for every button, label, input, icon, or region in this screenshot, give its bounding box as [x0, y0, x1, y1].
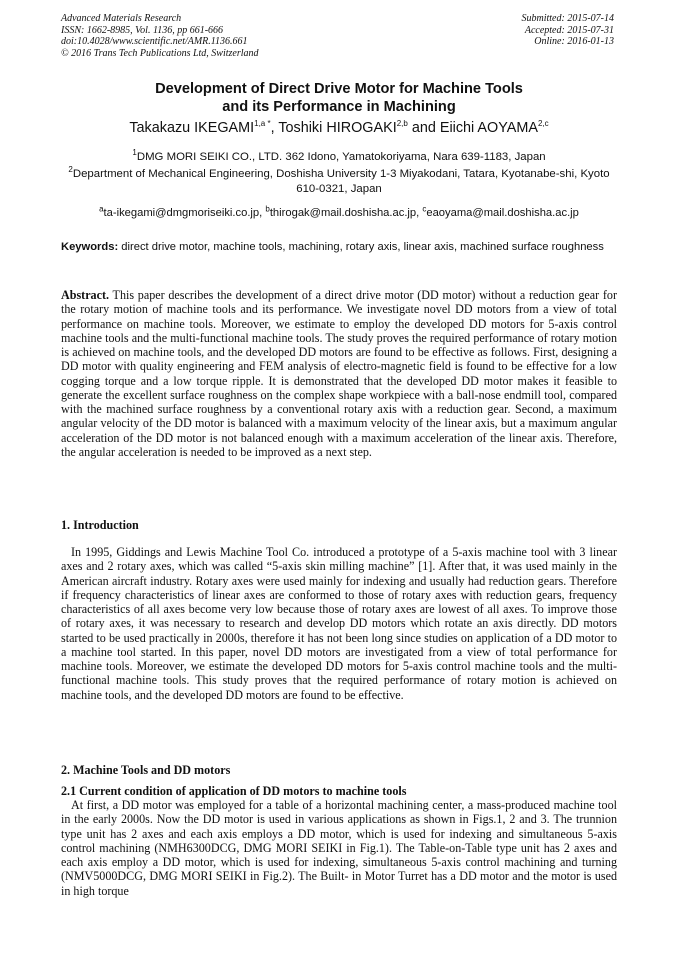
author-name: Eiichi AOYAMA: [439, 120, 538, 136]
introduction-paragraph: In 1995, Giddings and Lewis Machine Tool Co. introduced a prototype of a 5-axis machine tool with 3 linear axes and 2 rotary axes, which was called “5-axis skin milling machine” [1]. After that, it was used mainly in the American aircraft industry. Rotary axes were used mainly for indexing and usually had reduction gears. Therefore if frequency characteristics of linear axes are conformed to those of rotary axes with reduction gears, frequency characteristics of all axes become very low because those of rotary axes are lowest of all axes. To improve those of rotary axes, it was necessary to research and develop DD motors which rotate an axis directly. DD motors started to be used practically in 2000s, therefore it has not been long since studies on application of a DD motor to a machine tool started. In this paper, novel DD motors are investigated from a view of total performance for machine tools. Moreover, we estimate the developed DD motors for 5-axis control machine tools and the multi-functional machine tools. This study proves that the required performance of rotary motion is achieved on machine tools, and the developed DD motors are found to be effective.: [61, 545, 617, 702]
subsection-paragraph: At first, a DD motor was employed for a table of a horizontal machining center, a mass-produced machine tool in the early 2000s. Now the DD motor is used in various applications as shown in Figs.1, 2 and 3. The trunnion type unit has 2 axes and each axis employs a DD motor, which is used for indexing and simultaneous 5-axis control machining (NMH6300DCG, DMG MORI SEIKI in Fig.1). The Table-on-Table type unit has 2 axes and each axis employ a DD motor, which is used for indexing, simultaneous 5-axis control machining and turning (NMV5000DCG, DMG MORI SEIKI in Fig.2). The Built- in Motor Turret has a DD motor and the motor is used in high torque: [61, 798, 617, 898]
affiliation-2: [61, 167, 617, 197]
author-affiliation-mark: 2,c: [537, 119, 549, 129]
section-heading-machine-tools: 2. Machine Tools and DD motors: [61, 763, 231, 777]
affiliation-1: [61, 150, 617, 165]
section-heading-introduction: 1. Introduction: [61, 518, 139, 532]
paper-title: [61, 80, 617, 116]
email-mark: c: [422, 204, 427, 214]
accepted-date: Accepted: 2015-07-31: [524, 24, 614, 36]
email-link[interactable]: thirogak@mail.doshisha.ac.jp,: [269, 207, 423, 219]
affiliation-mark: 1: [132, 148, 137, 158]
keywords: [61, 240, 617, 255]
journal-issn: ISSN: 1662-8985, Vol. 1136, pp 661-666: [61, 24, 224, 36]
abstract-text: This paper describes the development of a direct drive motor (DD motor) without a reduction gear for the rotary motion of machine tools and its performance. We investigate novel DD motors from a view of total performance on machine tools. Moreover, we estimate to employ the developed DD motors for 5-axis control machine tools and the multi-functional machine tools. The study proves the required performance of rotary motion is achieved on machine tools, and the developed DD motors are found to be effective as follows. First, designing a DD motor with quality engineering and FEM analysis of electro-magnetic field is found to be effective for a low cogging torque and a low torque ripple. It is demonstrated that the developed DD motor makes it feasible to generate the excellent surface roughness on the complex shape workpiece with a ball-nose endmill tool, compared with the machined surface roughness by a conventional rotary axis with a reduction gear. Second, a maximum angular velocity of the DD motor is balanced with a maximum velocity of the linear axis, but a maximum angular acceleration of the DD motor is not balanced enough with a maximum acceleration of the linear axis. Therefore, the angular acceleration is needed to be improved as a next step.: [61, 288, 617, 459]
author-affiliation-mark: 1,a *: [254, 119, 271, 129]
paper-title-line-2: and its Performance in Machining: [222, 99, 456, 115]
journal-header: [61, 13, 259, 59]
affiliation-text: DMG MORI SEIKI CO., LTD. 362 Idono, Yamatokoriyama, Nara 639-1183, Japan: [136, 151, 546, 163]
keywords-text: direct drive motor, machine tools, machining, rotary axis, linear axis, machined surface roughness: [118, 241, 604, 253]
online-date: Online: 2016-01-13: [534, 36, 614, 47]
abstract-label: Abstract.: [61, 288, 110, 302]
email-mark: b: [265, 204, 270, 214]
journal-copyright: © 2016 Trans Tech Publications Ltd, Switzerland: [61, 47, 259, 59]
affiliation-text: Department of Mechanical Engineering, Doshisha University 1-3 Miyakodani, Tatara, Kyotanabe-shi, Kyoto 610-0321, Japan: [72, 168, 610, 195]
author-name: Takakazu IKEGAMI: [129, 120, 255, 136]
subsection-heading-current-condition: 2.1 Current condition of application of DD motors to machine tools: [61, 784, 407, 798]
author-list: [61, 119, 617, 137]
paper-title-line-1: Development of Direct Drive Motor for Machine Tools: [155, 81, 523, 97]
author-name: Toshiki HIROGAKI: [278, 120, 397, 136]
author-emails: [61, 206, 617, 221]
publication-dates: [522, 13, 615, 48]
submitted-date: Submitted: 2015-07-14: [521, 13, 614, 24]
author-separator: ,: [270, 120, 279, 136]
author-affiliation-mark: 2,b: [396, 119, 408, 129]
abstract: [61, 288, 617, 459]
journal-name: Advanced Materials Research: [61, 13, 182, 24]
keywords-label: Keywords:: [61, 241, 119, 253]
journal-doi[interactable]: doi:10.4028/www.scientific.net/AMR.1136.661: [61, 36, 248, 47]
author-separator: and: [407, 120, 440, 136]
affiliation-mark: 2: [68, 165, 73, 175]
email-mark: a: [99, 204, 104, 214]
email-link[interactable]: ta-ikegami@dmgmoriseiki.co.jp,: [103, 207, 266, 219]
email-link[interactable]: eaoyama@mail.doshisha.ac.jp: [426, 207, 579, 219]
